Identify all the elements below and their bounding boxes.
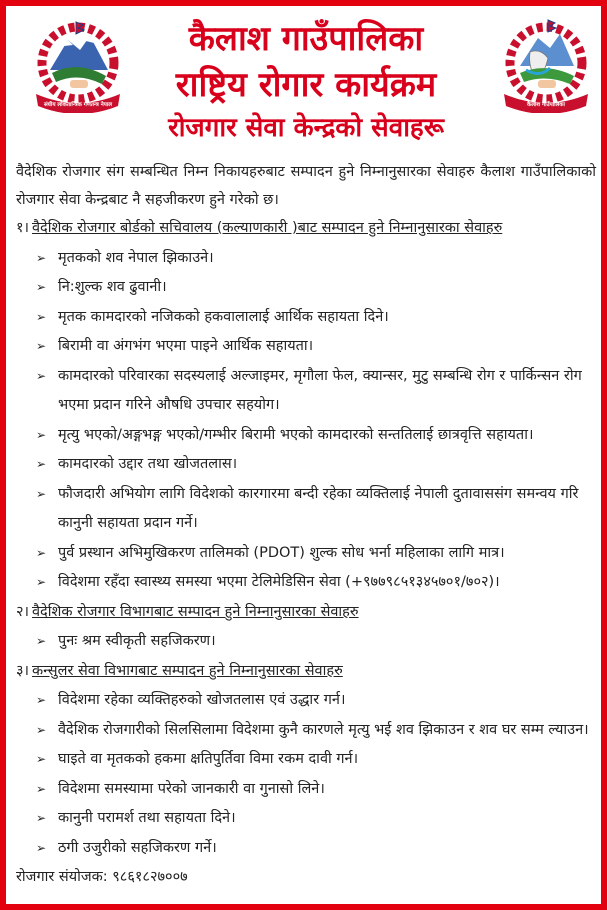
list-item-text: पुर्व प्रस्थान अभिमुखिकरण तालिमको (PDOT) शुल्क सोध भर्ना महिलाका लागि मात्र। <box>58 544 505 561</box>
list-item-text: बिरामी वा अंगभंग भएमा पाइने आर्थिक सहायता। <box>58 338 314 354</box>
list-item-text: फौजदारी अभियोग लागि विदेशको कारगारमा बन्दी रहेका व्यक्तिलाई नेपाली दुतावाससंग समन्वय गरि कानुनी सहायता प्रदान गर्ने। <box>58 485 579 531</box>
list-item <box>16 273 596 303</box>
arrow-bullet-icon: ➢ <box>36 250 47 265</box>
notice-body <box>16 156 596 893</box>
arrow-bullet-icon: ➢ <box>36 693 47 707</box>
program-title: राष्ट्रिय रोगार कार्यक्रम <box>175 65 437 105</box>
list-item-text: कानुनी परामर्श तथा सहायता दिने। <box>58 810 236 826</box>
list-item <box>16 421 596 451</box>
arrow-bullet-icon: ➢ <box>36 752 47 766</box>
section-heading <box>16 657 596 687</box>
list-item-text: विदेशमा रहेका व्यक्तिहरुको खोजतलास एवं उद्धार गर्न। <box>58 692 346 708</box>
arrow-bullet-icon: ➢ <box>36 368 47 383</box>
list-item-text: मृतकको शव नेपाल झिकाउने। <box>58 249 214 266</box>
arrow-bullet-icon: ➢ <box>36 575 47 589</box>
municipality-title: कैलाश गाउँपालिका <box>188 19 424 59</box>
arrow-bullet-icon: ➢ <box>36 634 47 648</box>
section-number: १। <box>16 220 30 236</box>
title-block <box>116 16 496 148</box>
list-item <box>16 244 596 274</box>
list-item-text: घाइते वा मृतकको हकमा क्षतिपुर्तिवा विमा रकम दावी गर्न। <box>58 751 359 767</box>
list-item-text: नि:शुल्क शव ढुवानी। <box>58 279 167 295</box>
list-item <box>16 627 596 657</box>
list-item <box>16 775 596 805</box>
list-item <box>16 303 596 333</box>
list-item-text: ठगी उजुरीको सहजिकरण गर्ने। <box>58 839 217 856</box>
header <box>6 6 601 156</box>
list-item-text: पुनः श्रम स्वीकृती सहजिकरण। <box>58 633 216 649</box>
arrow-bullet-icon: ➢ <box>36 840 47 855</box>
list-item <box>16 332 596 362</box>
arrow-bullet-icon: ➢ <box>36 486 47 501</box>
employment-coordinator-contact: रोजगार संयोजक: ९८६१८२७००७ <box>16 869 188 885</box>
list-item <box>16 745 596 775</box>
list-item-text: मृत्यु भएको/अङ्गभङ्ग भएको/गम्भीर बिरामी भएको कामदारको सन्ततिलाई छात्रवृत्ति सहायता। <box>58 426 534 443</box>
kailash-municipality-logo <box>496 18 596 113</box>
section-heading-text: वैदेशिक रोजगार विभागबाट सम्पादन हुने निम्नानुसारका सेवाहरु <box>32 603 359 620</box>
list-item-text: विदेशमा समस्यामा परेको जानकारी वा गुनासो लिने। <box>58 780 325 797</box>
section-heading-text: कन्सुलर सेवा विभागबाट सम्पादन हुने निम्नानुसारका सेवाहरु <box>32 662 343 679</box>
list-item <box>16 686 596 716</box>
intro-paragraph: वैदेशिक रोजगार संग सम्बन्धित निम्न निकायहरुबाट सम्पादन हुने निम्नानुसारका सेवाहरु कैलाश गाउँपालिकाको रोजगार सेवा केन्द्रबाट नै सहजीकरण हुने गरेको छ। <box>16 164 596 208</box>
section-number: ३। <box>16 662 30 679</box>
list-item <box>16 362 596 421</box>
arrow-bullet-icon: ➢ <box>36 427 47 442</box>
services-subtitle: रोजगार सेवा केन्द्रको सेवाहरू <box>168 113 444 143</box>
list-item <box>16 834 596 864</box>
list-item-text: कामदारको परिवारका सदस्यलाई अल्जाइमर, मृगौला फेल, क्यान्सर, मुटु सम्बन्धि रोग र पार्किन्सन रोग भएमा प्रदान गरिने औषधि उपचार सहयोग। <box>58 367 582 413</box>
arrow-bullet-icon: ➢ <box>36 781 47 796</box>
arrow-bullet-icon: ➢ <box>36 457 47 471</box>
nepal-emblem-logo <box>28 18 128 113</box>
right-logo-ribbon-text: कैलाश गाउँपालिका <box>527 102 565 108</box>
arrow-bullet-icon: ➢ <box>36 545 47 560</box>
arrow-bullet-icon: ➢ <box>36 309 47 324</box>
list-item <box>16 568 596 598</box>
section-heading-text: वैदेशिक रोजगार बोर्डको सचिवालय (कल्याणकारी )बाट सम्पादन हुने निम्नानुसारका सेवाहरु <box>32 220 503 236</box>
list-item <box>16 716 596 746</box>
list-item-text: विदेशमा रहँदा स्वास्थ्य समस्या भएमा टेलिमेडिसिन सेवा (+९७७९८५१३४५७०१/७०२)। <box>58 574 500 590</box>
list-item <box>16 480 596 539</box>
arrow-bullet-icon: ➢ <box>36 811 47 825</box>
section-number: २। <box>16 603 30 620</box>
list-item <box>16 450 596 480</box>
list-item-text: वैदेशिक रोजगारीको सिलसिलामा विदेशमा कुनै कारणले मृत्यु भई शव झिकाउन र शव घर सम्म ल्याउन। <box>58 721 589 738</box>
left-logo-ribbon-text: संघीय लोकतान्त्रिक गणतन्त्र नेपाल <box>43 102 113 108</box>
arrow-bullet-icon: ➢ <box>36 339 47 353</box>
section-heading <box>16 214 596 244</box>
list-item-text: मृतक कामदारको नजिकको हकवालालाई आर्थिक सहायता दिने। <box>58 308 389 325</box>
list-item-text: कामदारको उद्दार तथा खोजतलास। <box>58 456 238 472</box>
arrow-bullet-icon: ➢ <box>36 280 47 294</box>
arrow-bullet-icon: ➢ <box>36 722 47 737</box>
list-item <box>16 539 596 569</box>
section-heading <box>16 598 596 628</box>
list-item <box>16 804 596 834</box>
